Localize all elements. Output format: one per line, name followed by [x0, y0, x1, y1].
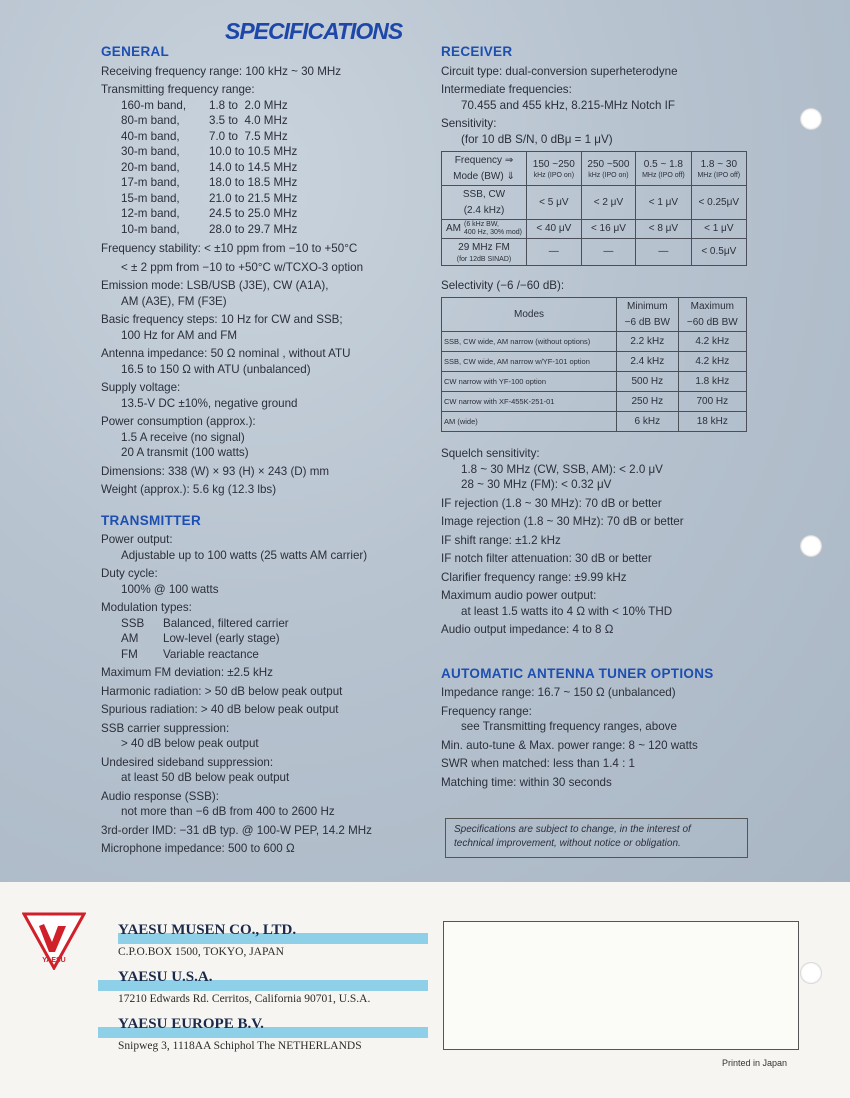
spec-line: 70.455 and 455 kHz, 8.215-MHz Notch IF [461, 98, 675, 112]
note-line: technical improvement, without notice or obligation. [454, 838, 681, 849]
spec-line: Selectivity (−6 /−60 dB): [441, 278, 565, 292]
disclaimer-note [445, 818, 748, 858]
spec-line: Frequency stability: < ±10 ppm from −10 to +50°C [101, 242, 358, 255]
spec-line: 1.5 A receive (no signal) [121, 430, 245, 444]
band-row [101, 175, 431, 191]
table-header: MHz (IPO off) [642, 172, 685, 180]
table-cell: < 8 μV [636, 220, 691, 239]
spec-line: at least 50 dB below peak output [121, 771, 290, 784]
table-cell: 29 MHz FM [458, 242, 510, 253]
note-line: Specifications are subject to change, in the interest of [454, 824, 691, 835]
spec-line: AM (A3E), FM (F3E) [121, 294, 227, 308]
modulation-row [101, 647, 431, 663]
section-heading-receiver: RECEIVER [441, 44, 513, 59]
table-cell: 18 kHz [678, 412, 746, 432]
band-name: 15-m band, [121, 191, 180, 205]
table-cell: < 5 μV [527, 186, 582, 220]
table-header: −60 dB BW [686, 316, 738, 328]
spec-line: at least 1.5 watts ito 4 Ω with < 10% THD [461, 604, 673, 618]
spec-line: Impedance range: 16.7 ~ 150 Ω (unbalanced) [441, 686, 676, 699]
table-row [442, 412, 747, 432]
spec-line: Power consumption (approx.): [101, 415, 256, 428]
table-header: kHz (IPO on) [588, 172, 629, 180]
spec-line: see Transmitting frequency ranges, above [461, 720, 677, 733]
spec-line: Image rejection (1.8 ~ 30 MHz): 70 dB or better [441, 515, 684, 528]
spec-line: Audio response (SSB): [101, 789, 219, 803]
spec-line: Frequency range: [441, 704, 532, 718]
table-cell: CW narrow with XF-455K-251-01 [442, 392, 617, 412]
modulation-mode: AM [121, 632, 139, 645]
spec-line: Spurious radiation: > 40 dB below peak output [101, 703, 339, 716]
spec-line: Receiving frequency range: 100 kHz ~ 30 MHz [101, 64, 342, 78]
spec-line: Undesired sideband suppression: [101, 755, 274, 769]
spec-line: 28 ~ 30 MHz (FM): < 0.32 μV [461, 478, 612, 491]
modulation-type: Variable reactance [163, 647, 259, 661]
band-range: 14.0 to 14.5 MHz [209, 160, 298, 174]
table-cell: 4.2 kHz [678, 332, 746, 352]
spec-line: Circuit type: dual-conversion superheterodyne [441, 64, 678, 78]
band-name: 30-m band, [121, 145, 180, 158]
band-range: 24.5 to 25.0 MHz [209, 207, 298, 220]
band-name: 20-m band, [121, 160, 180, 174]
band-row [101, 144, 431, 160]
spec-line: 16.5 to 150 Ω with ATU (unbalanced) [121, 362, 311, 376]
spec-line: Emission mode: LSB/USB (J3E), CW (A1A), [101, 279, 329, 292]
table-cell: < 2 μV [581, 186, 636, 220]
band-name: 10-m band, [121, 222, 180, 236]
spec-line: Transmitting frequency range: [101, 83, 255, 96]
band-range: 18.0 to 18.5 MHz [209, 176, 298, 189]
spec-line: IF rejection (1.8 ~ 30 MHz): 70 dB or better [441, 496, 662, 510]
band-name: 40-m band, [121, 129, 180, 143]
spec-line: Supply voltage: [101, 381, 181, 394]
table-cell: < 0.25μV [691, 186, 746, 220]
band-name: 80-m band, [121, 114, 180, 127]
table-cell: < 1 μV [636, 186, 691, 220]
logo-text: YAESU [42, 957, 66, 964]
spec-line: 1.8 ~ 30 MHz (CW, SSB, AM): < 2.0 μV [461, 462, 663, 476]
spec-line: Basic frequency steps: 10 Hz for CW and SSB; [101, 313, 343, 326]
band-range: 7.0 to 7.5 MHz [209, 129, 288, 143]
spec-line: Power output: [101, 533, 173, 546]
table-header: 1.8 ~ 30 [700, 158, 737, 170]
sensitivity-table [441, 151, 747, 266]
table-cell: SSB, CW wide, AM narrow (without options) [442, 332, 617, 352]
spec-line: Audio output impedance: 4 to 8 Ω [441, 623, 614, 636]
band-row [101, 129, 431, 145]
right-column [441, 44, 781, 790]
table-cell: 500 Hz [617, 372, 679, 392]
table-header: Mode (BW) ⇓ [453, 170, 515, 182]
dealer-stamp-box [443, 921, 799, 1050]
table-cell: < 40 μV [527, 220, 582, 239]
band-name: 17-m band, [121, 176, 180, 189]
spec-line: Maximum FM deviation: ±2.5 kHz [101, 666, 273, 679]
spec-line: Clarifier frequency range: ±9.99 kHz [441, 570, 627, 584]
section-heading-general: GENERAL [101, 44, 170, 59]
band-range: 10.0 to 10.5 MHz [209, 145, 298, 158]
table-cell: — [636, 239, 691, 266]
table-cell: 400 Hz, 30% mod) [464, 229, 522, 236]
spec-line: 100 Hz for AM and FM [121, 328, 237, 342]
spec-line: Weight (approx.): 5.6 kg (12.3 lbs) [101, 483, 277, 496]
table-cell: (2.4 kHz) [463, 204, 505, 216]
table-cell: — [527, 239, 582, 266]
band-name: 12-m band, [121, 207, 180, 220]
table-cell: SSB, CW wide, AM narrow w/YF-101 option [442, 352, 617, 372]
spec-line: 20 A transmit (100 watts) [121, 446, 249, 459]
band-row [101, 191, 431, 207]
selectivity-table [441, 297, 747, 432]
page-title: SPECIFICATIONS [225, 18, 403, 44]
band-range: 3.5 to 4.0 MHz [209, 114, 288, 127]
spec-line: 13.5-V DC ±10%, negative ground [121, 396, 298, 410]
spec-line: < ± 2 ppm from −10 to +50°C w/TCXO-3 option [121, 260, 364, 274]
table-cell: 4.2 kHz [678, 352, 746, 372]
company-name: YAESU U.S.A. [118, 969, 213, 985]
company-name: YAESU EUROPE B.V. [118, 1016, 264, 1032]
table-row [442, 372, 747, 392]
table-cell: — [581, 239, 636, 266]
table-row [442, 392, 747, 412]
spec-line: Sensitivity: [441, 117, 497, 130]
modulation-row [101, 616, 431, 632]
binder-hole [800, 962, 822, 984]
band-row [101, 160, 431, 176]
table-cell: < 0.5μV [691, 239, 746, 266]
table-header: 0.5 ~ 1.8 [643, 158, 683, 170]
table-cell: 1.8 kHz [678, 372, 746, 392]
spec-line: Squelch sensitivity: [441, 447, 540, 460]
printed-in-label: Printed in Japan [722, 1058, 788, 1068]
section-heading-atu: AUTOMATIC ANTENNA TUNER OPTIONS [441, 665, 714, 681]
company-address: Snipweg 3, 1118AA Schiphol The NETHERLANDS [118, 1040, 362, 1052]
band-row [101, 98, 431, 114]
binder-hole [800, 108, 822, 130]
spec-line: IF notch filter attenuation: 30 dB or better [441, 552, 652, 565]
table-header: Maximum [690, 301, 734, 312]
spec-line: Duty cycle: [101, 567, 158, 580]
table-cell: (for 12dB SINAD) [456, 255, 512, 263]
table-cell: 2.2 kHz [617, 332, 679, 352]
band-range: 28.0 to 29.7 MHz [209, 222, 298, 236]
spec-line: Matching time: within 30 seconds [441, 775, 612, 789]
section-heading-transmitter: TRANSMITTER [101, 512, 202, 528]
table-cell: 2.4 kHz [617, 352, 679, 372]
spec-line: Harmonic radiation: > 50 dB below peak output [101, 684, 343, 698]
spec-line: Intermediate frequencies: [441, 83, 572, 96]
band-row [101, 206, 431, 222]
band-range: 1.8 to 2.0 MHz [209, 98, 288, 112]
spec-line: Min. auto-tune & Max. power range: 8 ~ 120 watts [441, 738, 698, 752]
table-header: Frequency ⇒ [454, 155, 514, 166]
company-address: C.P.O.BOX 1500, TOKYO, JAPAN [118, 946, 284, 958]
table-row [442, 352, 747, 372]
table-cell: CW narrow with YF-100 option [442, 372, 617, 392]
spec-line: SSB carrier suppression: [101, 721, 230, 735]
modulation-mode: SSB [121, 616, 145, 630]
table-header: kHz (IPO on) [533, 172, 575, 180]
modulation-type: Low-level (early stage) [163, 632, 280, 645]
company-address: 17210 Edwards Rd. Cerritos, California 90701, U.S.A. [118, 993, 371, 1005]
modulation-mode: FM [121, 647, 138, 661]
band-name: 160-m band, [121, 98, 187, 112]
left-column [101, 44, 431, 857]
table-row [442, 220, 747, 239]
table-cell: 700 Hz [678, 392, 746, 412]
company-name: YAESU MUSEN CO., LTD. [118, 922, 297, 938]
spec-line: IF shift range: ±1.2 kHz [441, 533, 561, 547]
table-cell: (6 kHz BW, [464, 221, 500, 228]
spec-line: Adjustable up to 100 watts (25 watts AM carrier) [121, 548, 368, 562]
table-header: −6 dB BW [624, 316, 670, 328]
modulation-row [101, 631, 431, 647]
table-row [442, 186, 747, 220]
spec-line: Antenna impedance: 50 Ω nominal , without ATU [101, 347, 351, 360]
spec-line: 100% @ 100 watts [121, 582, 219, 596]
binder-hole [800, 535, 822, 557]
yaesu-logo [22, 912, 86, 970]
table-row [442, 239, 747, 266]
spec-line: Dimensions: 338 (W) × 93 (H) × 243 (D) mm [101, 464, 330, 478]
table-row [442, 332, 747, 352]
spec-line: 3rd-order IMD: −31 dB typ. @ 100-W PEP, 14.2 MHz [101, 823, 372, 837]
table-header: Minimum [627, 301, 668, 312]
band-list [101, 98, 431, 238]
spec-line: Microphone impedance: 500 to 600 Ω [101, 842, 295, 855]
table-header: 250 ~500 [587, 158, 630, 170]
modulation-type: Balanced, filtered carrier [163, 616, 289, 630]
table-cell: < 16 μV [581, 220, 636, 239]
table-cell: AM [446, 223, 461, 235]
table-cell: 250 Hz [617, 392, 679, 412]
table-cell: AM (wide) [442, 412, 617, 432]
spec-line: Maximum audio power output: [441, 589, 597, 602]
band-row [101, 113, 431, 129]
table-cell: < 1 μV [691, 220, 746, 239]
band-row [101, 222, 431, 238]
spec-line: SWR when matched: less than 1.4 : 1 [441, 757, 635, 770]
spec-line: Modulation types: [101, 601, 192, 614]
spec-line: > 40 dB below peak output [121, 737, 259, 750]
table-header: 150 ~250 [532, 158, 575, 170]
spec-line: (for 10 dB S/N, 0 dBμ = 1 μV) [461, 132, 613, 146]
band-range: 21.0 to 21.5 MHz [209, 191, 298, 205]
modulation-list [101, 616, 431, 663]
table-header: MHz (IPO off) [697, 172, 741, 180]
table-cell: 6 kHz [617, 412, 679, 432]
spec-line: not more than −6 dB from 400 to 2600 Hz [121, 805, 335, 818]
table-header: Modes [442, 298, 617, 332]
table-cell: SSB, CW [462, 189, 506, 200]
